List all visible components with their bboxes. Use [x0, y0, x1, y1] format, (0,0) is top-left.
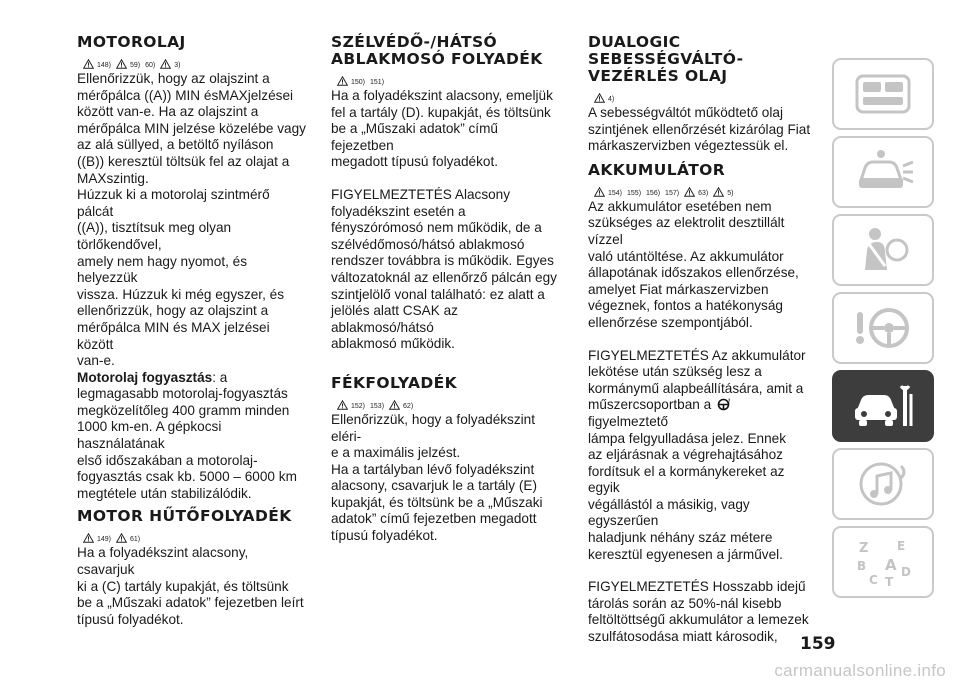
index-letter: T [885, 575, 894, 588]
tab-dashboard[interactable] [832, 58, 934, 130]
reference-number: 153) [370, 402, 385, 410]
heading-line: ABLAKMOSÓ FOLYADÉK [331, 50, 543, 68]
text-line: első időszakában a motorolaj- [77, 452, 258, 468]
reference-list [594, 88, 813, 103]
tab-car-lights[interactable] [832, 136, 934, 208]
text-line: kormánymű alapbeállítására, amit a [588, 380, 804, 396]
text-line: tárolás során az 50%-nál kisebb [588, 595, 782, 611]
text-line: fordítsuk el a kormánykereket az egyik [588, 463, 785, 496]
index-letter: A [885, 556, 897, 574]
text-line: márkaszervizben végeztessük el. [588, 138, 789, 154]
page-number: 159 [800, 634, 836, 654]
text-line: szükséges az elektrolit desztillált vízzel [588, 215, 785, 247]
text-line: feltöltöttségű akkumulátor a lemezek [588, 612, 809, 628]
multimedia-icon [851, 458, 915, 510]
reference [665, 190, 679, 197]
index-letter: B [857, 559, 867, 573]
text-line: megadott típusú folyadékot. [331, 154, 499, 170]
section-heading-fekfolyadek: FÉKFOLYADÉK [331, 373, 458, 392]
reference-number: 155) [627, 189, 642, 197]
reference-number: 4) [608, 96, 615, 103]
text-line: állapotának időszakos ellenőrzése, [588, 265, 799, 281]
warning-note [588, 579, 813, 645]
text-line: megtétele után stabilizálódik. [77, 485, 252, 501]
text-line: fel a tartály (D). kupakját, és töltsünk [331, 104, 551, 120]
reference-number: 152) [351, 402, 366, 410]
text-line: végállástól a másikig, vagy egyszerűen [588, 496, 750, 529]
index-letter: E [897, 539, 906, 553]
reference [160, 59, 180, 69]
text-line: FIGYELMEZTETÉS Alacsony [331, 186, 511, 202]
warning-triangle-icon [83, 533, 94, 543]
text-line: mérőpálca ((A)) MIN ésMAXjelzései [77, 87, 294, 103]
text-line: be a „Műszaki adatok” fejezetben leírt [77, 595, 304, 611]
text-line: típusú folyadékot. [331, 528, 438, 544]
heading-line: SZÉLVÉDŐ-/HÁTSÓ [331, 33, 498, 51]
tab-alphabet-index[interactable] [832, 526, 934, 598]
text-line: szulfátosodása miatt károsodik, [588, 629, 778, 645]
text-fragment: műszercsoportban a [588, 397, 712, 413]
steering-warning-icon [715, 398, 732, 411]
reference [370, 403, 384, 410]
heading-line: VEZÉRLÉS OLAJ [588, 67, 728, 85]
reference [594, 93, 614, 103]
text-line: Ha a tartályban lévő folyadékszint [331, 461, 535, 477]
reference-list [337, 395, 563, 410]
warning-note [588, 348, 813, 564]
warning-triangle-icon [389, 400, 400, 410]
text-line: e a maximális jelzést. [331, 445, 461, 461]
reference-list [337, 71, 563, 86]
text-line: ablakmosó működik. [331, 336, 455, 352]
text-line: A sebességváltót működtető olaj [588, 105, 783, 120]
text-line: mérőpálca MIN jelzése közelébe vagy [77, 120, 306, 136]
body-text [588, 199, 813, 332]
reference [370, 79, 384, 86]
text-line: szintjének ellenőrzését kizárólag Fiat [588, 121, 811, 137]
text-line: FIGYELMEZTETÉS Hosszabb idejű [588, 579, 806, 595]
reference-number: 149) [97, 536, 112, 544]
text-line: Ellenőrizzük, hogy az olajszint a [77, 71, 270, 86]
text-line: ((B)) keresztül töltsük fel az olajat a [77, 153, 290, 169]
text-line: MAXszintig. [77, 170, 149, 186]
text-line: Ha a folyadékszint alacsony, emeljük [331, 88, 553, 103]
text-line: kupakját, és töltsünk be a „Műszaki [331, 494, 543, 510]
text-line: FIGYELMEZTETÉS Az akkumulátor [588, 347, 806, 363]
section-heading-motorolaj: MOTOROLAJ [77, 33, 186, 51]
tab-multimedia[interactable] [832, 448, 934, 520]
watermark: carmanualsonline.info [774, 661, 946, 680]
reference [594, 187, 622, 197]
reference [713, 187, 733, 197]
section-heading-szelvedo [331, 34, 563, 68]
text-line: jelölés alatt CSAK az ablakmosó/hátsó [331, 303, 458, 335]
text-line [77, 370, 309, 387]
steering-wheel-icon [851, 302, 915, 354]
reference-number: 150) [351, 79, 366, 86]
text-line: fogyasztás csak kb. 5000 – 6000 km [77, 469, 297, 485]
reference [83, 59, 111, 69]
reference-number: 61) [130, 536, 141, 544]
heading-line: DUALOGIC [588, 33, 681, 51]
text-fragment: figyelmeztető [588, 413, 669, 429]
warning-note [331, 187, 563, 353]
column-1 [77, 34, 309, 628]
tab-steering-wheel[interactable] [832, 292, 934, 364]
warning-triangle-icon [160, 59, 171, 69]
text-line: típusú folyadékot. [77, 611, 184, 627]
text-line: adatok” című fejezetben megadott [331, 511, 537, 527]
reference [337, 76, 365, 86]
reference-number: 3) [174, 62, 181, 69]
text-line: szélvédőmosó/hátsó ablakmosó [331, 236, 525, 252]
warning-triangle-icon [594, 93, 605, 103]
seatbelt-airbag-icon [851, 224, 915, 276]
reference-list [83, 528, 309, 543]
warning-triangle-icon [594, 187, 605, 197]
section-heading-dualogic [588, 34, 813, 85]
reference [389, 400, 413, 410]
reference-number: 151) [370, 79, 385, 86]
text-line: Az akkumulátor esetében nem [588, 198, 772, 214]
text-line: alacsony, csavarjuk le a tartály (E) [331, 478, 537, 494]
heading-line: SEBESSÉGVÁLTÓ- [588, 50, 744, 68]
warning-triangle-icon [684, 187, 695, 197]
text-fragment: : a [212, 369, 228, 385]
bold-term: Motorolaj fogyasztás [77, 369, 213, 385]
reference [646, 190, 660, 197]
alphabet-index-icon [851, 536, 915, 588]
section-heading-akkumulator: AKKUMULÁTOR [588, 160, 726, 179]
text-line: be a „Műszaki adatok” című fejezetben [331, 121, 498, 153]
car-service-tools-icon [851, 380, 915, 432]
text-line [588, 397, 813, 430]
reference [684, 187, 708, 197]
reference [83, 533, 111, 543]
warning-triangle-icon [337, 400, 348, 410]
warning-triangle-icon [116, 59, 127, 69]
body-text [331, 412, 563, 545]
reference-number: 59) [130, 62, 141, 69]
car-lights-icon [851, 146, 915, 198]
text-line: ki a (C) tartály kupakját, és töltsünk [77, 578, 289, 594]
text-line: amelyet Fiat márkaszervizben [588, 281, 769, 297]
reference [337, 400, 365, 410]
reference-number: 154) [608, 189, 623, 197]
text-line: való utántöltése. Az akkumulátor [588, 248, 784, 264]
text-line: ellenőrzése szempontjából. [588, 314, 753, 330]
text-line: amely nem hagy nyomot, és helyezzük [77, 253, 248, 286]
text-line: 1000 km-en. A gépkocsi használatának [77, 419, 222, 452]
body-text [77, 545, 309, 628]
section-heading-hutofolyadek: MOTOR HŰTŐFOLYADÉK [77, 507, 292, 526]
warning-triangle-icon [713, 187, 724, 197]
text-line: között van-e. Ha az olajszint a [77, 104, 259, 120]
reference-number: 60) [145, 62, 156, 69]
reference-number: 156) [646, 189, 661, 197]
warning-triangle-icon [83, 59, 94, 69]
column-2 [331, 34, 563, 545]
reference-number: 63) [698, 189, 709, 197]
index-letter: C [869, 573, 878, 587]
tab-seatbelt-airbag[interactable] [832, 214, 934, 286]
reference [627, 190, 641, 197]
text-line: lámpa felgyulladása jelez. Ennek [588, 430, 786, 446]
text-line: Húzzuk ki a motorolaj szintmérő pálcát [77, 187, 270, 219]
text-line: végeznek, fontos a hatékonyság [588, 298, 783, 314]
warning-triangle-icon [116, 533, 127, 543]
reference [145, 62, 155, 69]
warning-triangle-icon [337, 76, 348, 86]
text-line: rendszer továbbra is működik. Egyes [331, 253, 554, 269]
column-3 [588, 34, 813, 646]
text-line: változatoknál az ellenőrző pálcán egy [331, 269, 557, 285]
body-text [588, 105, 813, 155]
text-line: Ha a folyadékszint alacsony, csavarjuk [77, 545, 249, 578]
text-line: legmagasabb motorolaj-fogyasztás [77, 386, 288, 402]
text-line: keresztül egyenesen a járművel. [588, 546, 783, 562]
text-line: ((A)), tisztítsuk meg olyan törlőkendővel, [77, 220, 232, 252]
text-line: ellenőrizzük, hogy az olajszint a [77, 303, 269, 319]
tab-car-service[interactable] [832, 370, 934, 442]
index-letter: D [901, 565, 911, 579]
text-line: szintjelölő vonal található: ez alatt a [331, 286, 545, 302]
text-line: az alá süllyed, a betöltő nyíláson [77, 137, 274, 153]
index-letter: Z [859, 541, 869, 556]
body-text [77, 71, 309, 502]
dashboard-icon [851, 68, 915, 120]
reference-number: 5) [727, 189, 734, 197]
text-line: vissza. Húzzuk ki még egyszer, és [77, 286, 284, 302]
reference-number: 157) [665, 189, 680, 197]
text-line: van-e. [77, 353, 115, 369]
reference-list [83, 54, 309, 69]
text-line: lekötése után szükség lesz a [588, 364, 762, 380]
text-line: mérőpálca MIN és MAX jelzései között [77, 319, 270, 352]
svg-text:!: ! [727, 398, 731, 405]
reference [116, 533, 140, 543]
reference-number: 62) [403, 402, 414, 410]
reference [116, 59, 140, 69]
reference-list [594, 182, 813, 197]
text-line: fényszórómosó nem működik, de a [331, 220, 542, 236]
text-line: haladjunk néhány száz métere [588, 530, 773, 546]
reference-number: 148) [97, 62, 112, 69]
text-line: folyadékszint esetén a [331, 203, 466, 219]
body-text [331, 88, 563, 171]
text-line: megközelítőleg 400 gramm minden [77, 402, 290, 418]
text-line: az eljárásnak a végrehajtásához [588, 447, 783, 463]
text-line: Ellenőrizzük, hogy a folyadékszint eléri- [331, 411, 536, 444]
